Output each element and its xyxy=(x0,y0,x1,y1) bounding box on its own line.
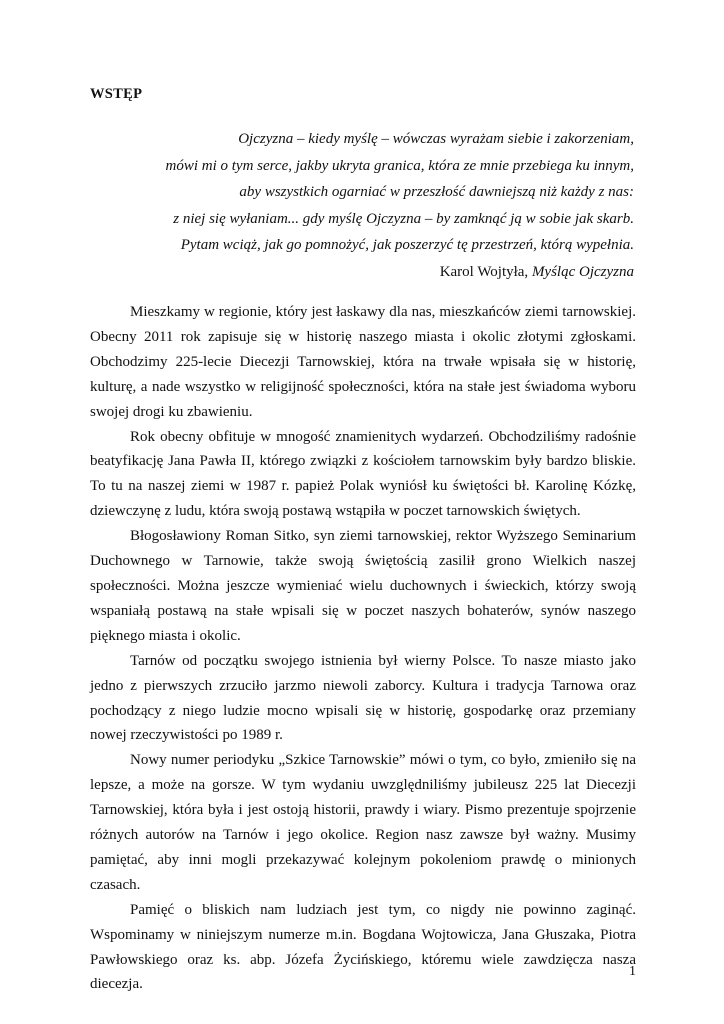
poem-line: z niej się wyłaniam... gdy myślę Ojczyzna – by zamknąć ją w sobie jak skarb. xyxy=(173,210,634,227)
poem-work-title: Myśląc Ojczyzna xyxy=(531,263,634,280)
poem-attribution xyxy=(90,259,634,286)
poem-line: mówi mi o tym serce, jakby ukryta granica, która ze mnie przebiega ku innym, xyxy=(165,157,634,174)
paragraph: Tarnów od początku swojego istnienia był wierny Polsce. To nasze miasto jako jedno z pierwszych zrzuciło jarzmo niewoli zaborcy. Kultura i tradycja Tarnowa oraz pochodzący z niego ludzie mocno wpisali się w historię, gospodarkę oraz przemiany nowej rzeczywistości po 1989 r. xyxy=(90,652,636,744)
paragraph: Mieszkamy w regionie, który jest łaskawy dla nas, mieszkańców ziemi tarnowskiej. Obecny 2011 rok zapisuje się w historię naszego miasta i okolic złotymi zgłoskami. Obchodzimy 225-lecie Diecezji Tarnowskiej, która na trwałe wpisała się w historię, kulturę, a nade wszystko w religijność społeczności, która na stałe jest świadoma wyboru swojej drogi ku zbawieniu. xyxy=(90,304,636,420)
paragraph: Błogosławiony Roman Sitko, syn ziemi tarnowskiej, rektor Wyższego Seminarium Duchownego w Tarnowie, także swoją świętością zasilił grono Wielkich naszej społeczności. Można jeszcze wymieniać wielu duchownych i świeckich, którzy swoją wspaniałą postawą na stałe wpisali się w poczet naszych bohaterów, synów naszego pięknego miasta i okolic. xyxy=(90,528,636,644)
poem-line: Ojczyzna – kiedy myślę – wówczas wyrażam siebie i zakorzeniam, xyxy=(238,131,634,147)
body-text xyxy=(90,300,636,997)
paragraph: Rok obecny obfituje w mnogość znamienitych wydarzeń. Obchodziliśmy radośnie beatyfikację Jana Pawła II, którego związki z kościołem tarnowskim były bardzo bliskie. To tu na naszej ziemi w 1987 r. papież Polak wyniósł ku świętości bł. Karolinę Kózkę, dziewczynę z ludu, która swoją postawą wstąpiła w poczet tarnowskich świętych. xyxy=(90,428,636,520)
poem-line: Pytam wciąż, jak go pomnożyć, jak poszerzyć tę przestrzeń, którą wypełnia. xyxy=(180,237,634,254)
poem-author: Karol Wojtyła, xyxy=(439,263,529,280)
page-number: 1 xyxy=(629,964,636,979)
section-heading: WSTĘP xyxy=(90,86,143,102)
epigraph-poem xyxy=(90,126,634,286)
poem-line: aby wszystkich ogarniać w przeszłość dawniejszą niż każdy z nas: xyxy=(239,184,634,201)
paragraph: Nowy numer periodyku „Szkice Tarnowskie” mówi o tym, co było, zmieniło się na lepsze, a może na gorsze. W tym wydaniu uwzględniliśmy jubileusz 225 lat Diecezji Tarnowskiej, która była i jest ostoją historii, prawdy i wiary. Pismo prezentuje spojrzenie różnych autorów na Tarnów i jego okolice. Region nasz zawsze był ważny. Musimy pamiętać, aby inni mogli przekazywać kolejnym pokoleniom prawdę o minionych czasach. xyxy=(90,752,636,893)
paragraph: Pamięć o bliskich nam ludziach jest tym, co nigdy nie powinno zaginąć. Wspominamy w niniejszym numerze m.in. Bogdana Wojtowicza, Jana Głuszaka, Piotra Pawłowskiego oraz ks. abp. Józefa Życińskiego, któremu wiele zawdzięcza nasza diecezja. xyxy=(90,901,636,993)
